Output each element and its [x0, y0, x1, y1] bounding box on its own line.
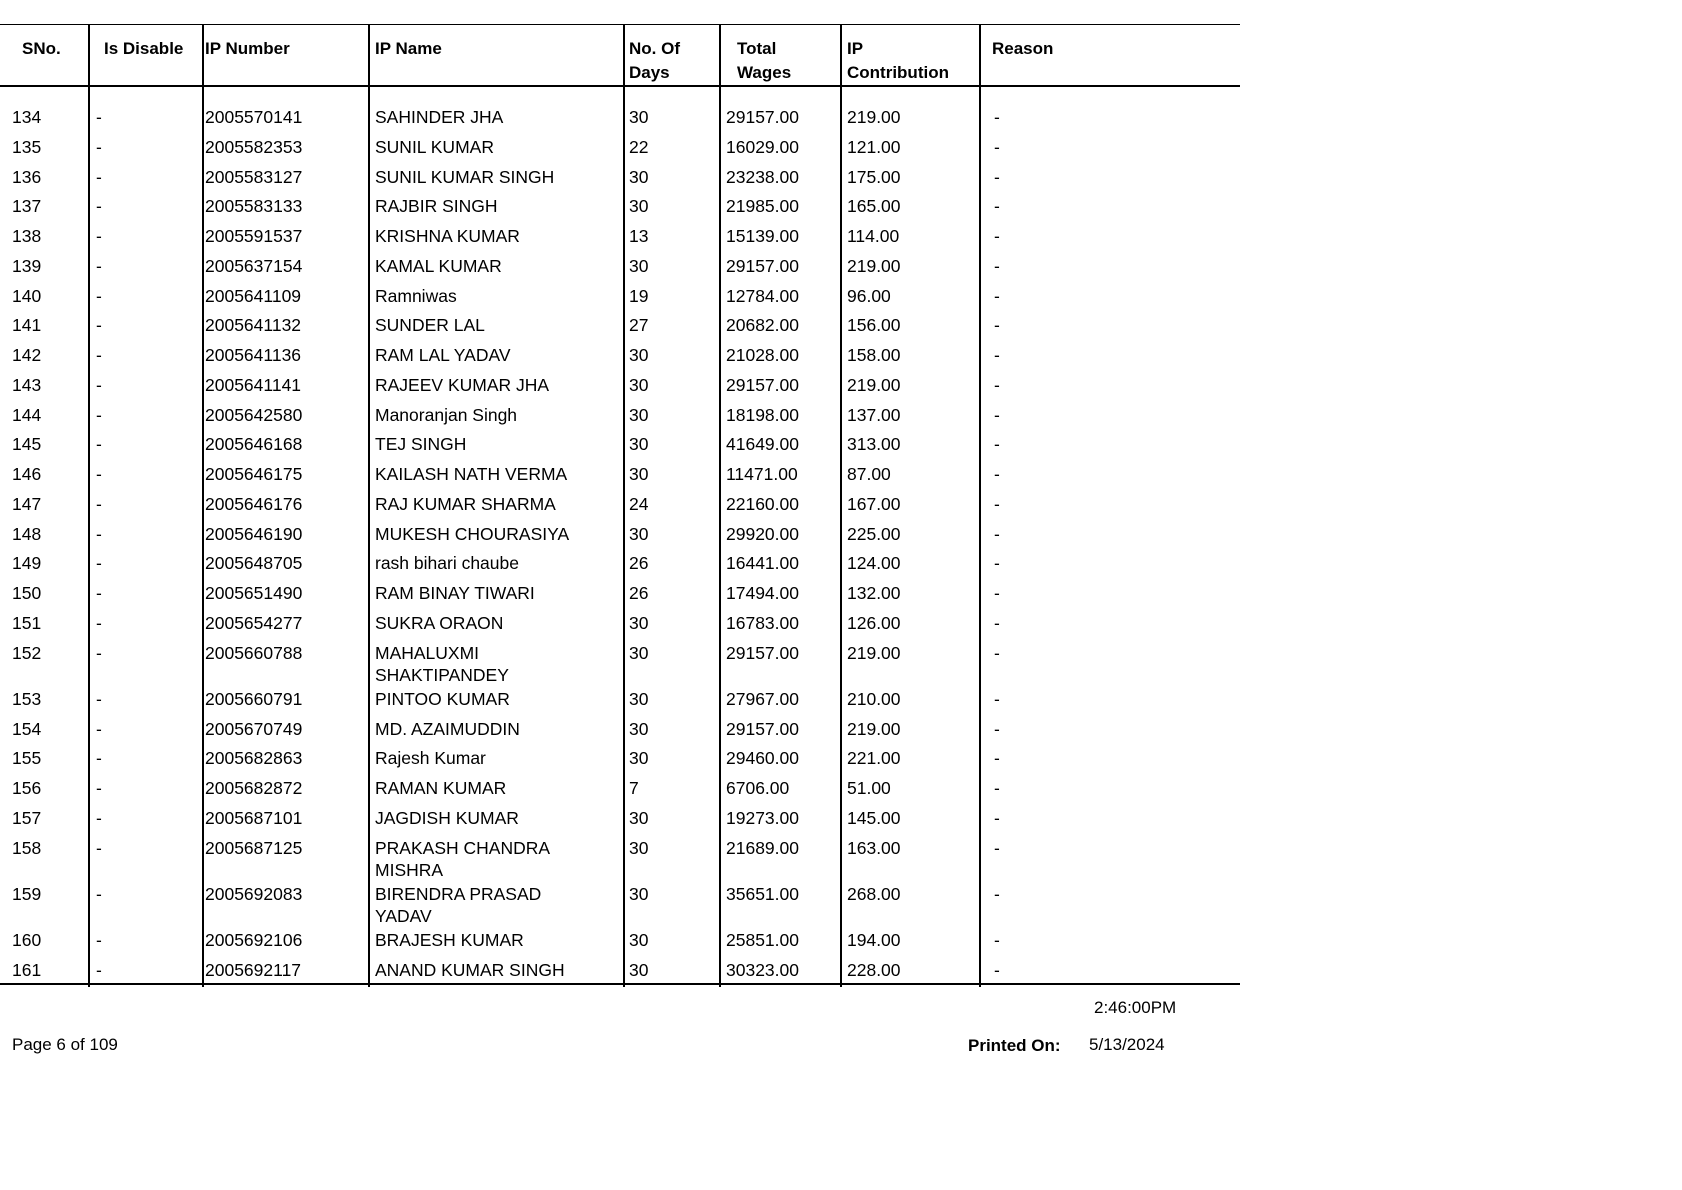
header-ip-contribution-line2: Contribution	[847, 63, 949, 82]
cell-sno: 153	[12, 688, 42, 709]
cell-ip-contribution: 228.00	[847, 959, 901, 980]
cell-ip-number: 2005641141	[205, 374, 302, 395]
cell-reason: -	[994, 315, 1000, 336]
cell-total-wages: 35651.00	[726, 883, 799, 904]
cell-ip-number: 2005641136	[205, 345, 302, 365]
cell-no-of-days: 30	[629, 464, 649, 484]
cell-no-of-days: 30	[629, 883, 649, 904]
cell-no-of-days: 30	[629, 642, 649, 663]
cell-ip-number: 2005692117	[205, 959, 302, 980]
cell-total-wages: 29157.00	[726, 718, 799, 739]
cell-reason: -	[994, 493, 1000, 514]
cell-ip-number: 2005582353	[205, 136, 303, 157]
cell-is-disable: -	[96, 583, 102, 603]
cell-is-disable: -	[96, 688, 102, 709]
cell-sno: 141	[12, 315, 42, 336]
cell-ip-number: 2005646175	[205, 464, 303, 484]
page-number: Page 6 of 109	[12, 1035, 118, 1054]
cell-no-of-days: 30	[629, 688, 649, 709]
cell-total-wages: 18198.00	[726, 404, 799, 425]
cell-ip-contribution: 126.00	[847, 612, 901, 633]
cell-is-disable: -	[96, 345, 102, 365]
cell-reason: -	[994, 778, 1000, 798]
cell-reason: -	[994, 553, 1000, 574]
cell-reason: -	[994, 136, 1000, 157]
cell-is-disable: -	[96, 434, 102, 455]
table-top-rule	[0, 24, 1240, 25]
cell-ip-number: 2005687125	[205, 837, 303, 858]
cell-sno: 142	[12, 345, 42, 365]
cell-ip-contribution: 96.00	[847, 285, 891, 306]
printed-on-label: Printed On:	[968, 1036, 1061, 1055]
cell-no-of-days: 30	[629, 523, 649, 544]
cell-no-of-days: 30	[629, 837, 649, 858]
cell-sno: 159	[12, 883, 42, 904]
cell-ip-contribution: 137.00	[847, 404, 901, 425]
cell-ip-name: JAGDISH KUMAR	[375, 807, 519, 828]
cell-reason: -	[994, 959, 1000, 980]
column-divider	[979, 24, 981, 987]
cell-total-wages: 29460.00	[726, 748, 799, 769]
cell-no-of-days: 26	[629, 553, 649, 574]
header-no-of-days: No. Of	[629, 39, 680, 58]
header-is-disable: Is Disable	[104, 39, 184, 58]
cell-ip-contribution: 145.00	[847, 807, 901, 828]
cell-reason: -	[994, 404, 1000, 425]
cell-no-of-days: 26	[629, 583, 649, 603]
cell-reason: -	[994, 748, 1000, 769]
header-ip-name: IP Name	[375, 39, 442, 58]
cell-ip-number: 2005583127	[205, 166, 303, 187]
cell-total-wages: 11471.00	[726, 464, 798, 484]
cell-is-disable: -	[96, 374, 102, 395]
cell-is-disable: -	[96, 404, 102, 425]
cell-ip-number: 2005654277	[205, 612, 303, 633]
cell-ip-name: TEJ SINGH	[375, 434, 467, 455]
cell-reason: -	[994, 255, 1000, 276]
cell-total-wages: 17494.00	[726, 583, 799, 603]
cell-reason: -	[994, 612, 1000, 633]
cell-sno: 134	[12, 107, 42, 127]
cell-ip-contribution: 156.00	[847, 315, 901, 336]
cell-ip-number: 2005692106	[205, 930, 303, 950]
cell-is-disable: -	[96, 315, 102, 336]
cell-reason: -	[994, 930, 1000, 950]
cell-is-disable: -	[96, 464, 102, 484]
cell-ip-name: RAM BINAY TIWARI	[375, 583, 535, 603]
cell-ip-name: SAHINDER JHA	[375, 107, 504, 127]
cell-is-disable: -	[96, 166, 102, 187]
table-bottom-rule	[0, 983, 1240, 985]
cell-ip-contribution: 219.00	[847, 255, 901, 276]
cell-ip-contribution: 268.00	[847, 883, 901, 904]
cell-sno: 139	[12, 255, 42, 276]
cell-ip-name: rash bihari chaube	[375, 553, 519, 574]
cell-reason: -	[994, 523, 1000, 544]
cell-no-of-days: 30	[629, 255, 649, 276]
cell-reason: -	[994, 196, 1000, 217]
cell-is-disable: -	[96, 523, 102, 544]
cell-ip-contribution: 194.00	[847, 930, 901, 950]
cell-reason: -	[994, 583, 1000, 603]
cell-ip-name: RAJBIR SINGH	[375, 196, 498, 217]
cell-ip-contribution: 219.00	[847, 642, 901, 663]
cell-sno: 160	[12, 930, 42, 950]
cell-total-wages: 21689.00	[726, 837, 799, 858]
cell-ip-name: PRAKASH CHANDRA MISHRA	[375, 837, 550, 880]
cell-ip-name: BIRENDRA PRASAD YADAV	[375, 883, 542, 926]
cell-no-of-days: 30	[629, 748, 649, 769]
cell-no-of-days: 24	[629, 493, 649, 514]
header-reason: Reason	[992, 39, 1054, 58]
cell-ip-number: 2005692083	[205, 883, 303, 904]
cell-ip-name: Manoranjan Singh	[375, 404, 518, 425]
cell-is-disable: -	[96, 930, 102, 950]
cell-sno: 137	[12, 196, 42, 217]
column-divider	[88, 24, 90, 987]
column-divider	[719, 24, 721, 987]
cell-is-disable: -	[96, 778, 102, 798]
cell-no-of-days: 7	[629, 778, 639, 798]
cell-sno: 140	[12, 285, 42, 306]
cell-ip-name: KRISHNA KUMAR	[375, 226, 520, 246]
cell-reason: -	[994, 107, 1000, 127]
cell-is-disable: -	[96, 748, 102, 769]
cell-reason: -	[994, 285, 1000, 306]
cell-sno: 148	[12, 523, 42, 544]
cell-ip-number: 2005641132	[205, 315, 302, 336]
cell-is-disable: -	[96, 255, 102, 276]
cell-ip-name: RAM LAL YADAV	[375, 345, 511, 365]
printed-time: 2:46:00PM	[1094, 998, 1177, 1017]
cell-ip-number: 2005682872	[205, 778, 303, 798]
cell-total-wages: 29157.00	[726, 374, 799, 395]
cell-total-wages: 29920.00	[726, 523, 799, 544]
cell-ip-contribution: 210.00	[847, 688, 901, 709]
cell-sno: 157	[12, 807, 42, 828]
cell-total-wages: 20682.00	[726, 315, 799, 336]
cell-sno: 147	[12, 493, 42, 514]
cell-ip-contribution: 158.00	[847, 345, 901, 365]
cell-total-wages: 23238.00	[726, 166, 799, 187]
cell-ip-name: MD. AZAIMUDDIN	[375, 718, 520, 739]
cell-is-disable: -	[96, 807, 102, 828]
header-ip-contribution: IP	[847, 39, 864, 58]
cell-sno: 138	[12, 226, 42, 246]
cell-ip-number: 2005660788	[205, 642, 303, 663]
cell-ip-contribution: 124.00	[847, 553, 901, 574]
cell-ip-contribution: 51.00	[847, 778, 891, 798]
cell-is-disable: -	[96, 107, 102, 127]
cell-ip-name: RAJEEV KUMAR JHA	[375, 374, 550, 395]
cell-ip-name: RAJ KUMAR SHARMA	[375, 493, 556, 514]
cell-sno: 143	[12, 374, 42, 395]
cell-ip-number: 2005591537	[205, 226, 303, 246]
cell-sno: 145	[12, 434, 42, 455]
cell-total-wages: 6706.00	[726, 778, 790, 798]
cell-reason: -	[994, 837, 1000, 858]
cell-is-disable: -	[96, 226, 102, 246]
cell-ip-number: 2005660791	[205, 688, 303, 709]
cell-ip-name: RAMAN KUMAR	[375, 778, 507, 798]
cell-no-of-days: 30	[629, 718, 649, 739]
cell-no-of-days: 30	[629, 930, 649, 950]
cell-no-of-days: 27	[629, 315, 649, 336]
cell-ip-number: 2005583133	[205, 196, 303, 217]
cell-ip-name: SUNIL KUMAR SINGH	[375, 166, 555, 187]
cell-ip-contribution: 221.00	[847, 748, 901, 769]
cell-total-wages: 19273.00	[726, 807, 799, 828]
cell-reason: -	[994, 345, 1000, 365]
cell-reason: -	[994, 434, 1000, 455]
cell-no-of-days: 22	[629, 136, 649, 157]
cell-ip-number: 2005646190	[205, 523, 303, 544]
cell-reason: -	[994, 166, 1000, 187]
cell-sno: 156	[12, 778, 42, 798]
cell-reason: -	[994, 883, 1000, 904]
cell-ip-number: 2005646176	[205, 493, 303, 514]
cell-no-of-days: 13	[629, 226, 649, 246]
cell-total-wages: 22160.00	[726, 493, 799, 514]
header-total-wages: Total	[737, 39, 777, 58]
cell-ip-contribution: 219.00	[847, 718, 901, 739]
header-no-of-days-line2: Days	[629, 63, 670, 82]
cell-ip-number: 2005637154	[205, 255, 303, 276]
cell-is-disable: -	[96, 959, 102, 980]
cell-no-of-days: 30	[629, 166, 649, 187]
cell-ip-number: 2005687101	[205, 807, 303, 828]
cell-total-wages: 27967.00	[726, 688, 799, 709]
cell-ip-name: KAILASH NATH VERMA	[375, 464, 568, 484]
header-total-wages-line2: Wages	[737, 63, 792, 82]
cell-ip-name: Ramniwas	[375, 285, 457, 306]
cell-no-of-days: 30	[629, 959, 649, 980]
cell-sno: 158	[12, 837, 42, 858]
cell-reason: -	[994, 642, 1000, 663]
cell-total-wages: 29157.00	[726, 255, 799, 276]
cell-is-disable: -	[96, 136, 102, 157]
cell-sno: 135	[12, 136, 42, 157]
cell-ip-contribution: 165.00	[847, 196, 901, 217]
cell-ip-number: 2005682863	[205, 748, 303, 769]
header-sno: SNo.	[22, 39, 61, 58]
header-bottom-rule	[0, 85, 1240, 87]
cell-is-disable: -	[96, 493, 102, 514]
cell-ip-name: ANAND KUMAR SINGH	[375, 959, 565, 980]
cell-total-wages: 15139.00	[726, 226, 799, 246]
cell-is-disable: -	[96, 612, 102, 633]
cell-total-wages: 16441.00	[726, 553, 799, 574]
cell-sno: 146	[12, 464, 42, 484]
cell-ip-name: SUNDER LAL	[375, 315, 485, 336]
cell-ip-contribution: 219.00	[847, 107, 901, 127]
cell-sno: 149	[12, 553, 42, 574]
cell-sno: 150	[12, 583, 42, 603]
cell-ip-number: 2005646168	[205, 434, 303, 455]
cell-sno: 136	[12, 166, 42, 187]
cell-ip-name: SUKRA ORAON	[375, 612, 504, 633]
cell-reason: -	[994, 718, 1000, 739]
cell-sno: 155	[12, 748, 42, 769]
cell-ip-contribution: 87.00	[847, 464, 891, 484]
cell-ip-name: MUKESH CHOURASIYA	[375, 523, 570, 544]
cell-total-wages: 41649.00	[726, 434, 799, 455]
cell-total-wages: 29157.00	[726, 642, 799, 663]
cell-no-of-days: 19	[629, 285, 649, 306]
cell-ip-contribution: 121.00	[847, 136, 901, 157]
cell-reason: -	[994, 688, 1000, 709]
cell-reason: -	[994, 374, 1000, 395]
cell-ip-name: BRAJESH KUMAR	[375, 930, 524, 950]
cell-is-disable: -	[96, 285, 102, 306]
cell-is-disable: -	[96, 718, 102, 739]
cell-total-wages: 12784.00	[726, 285, 799, 306]
cell-is-disable: -	[96, 196, 102, 217]
column-divider	[840, 24, 842, 987]
cell-total-wages: 21985.00	[726, 196, 799, 217]
cell-ip-name: KAMAL KUMAR	[375, 255, 502, 276]
cell-is-disable: -	[96, 642, 102, 663]
cell-total-wages: 16783.00	[726, 612, 799, 633]
cell-no-of-days: 30	[629, 807, 649, 828]
cell-ip-number: 2005641109	[205, 285, 302, 306]
cell-total-wages: 29157.00	[726, 107, 799, 127]
cell-sno: 161	[12, 959, 42, 980]
cell-total-wages: 30323.00	[726, 959, 799, 980]
cell-ip-name: Rajesh Kumar	[375, 748, 486, 769]
cell-is-disable: -	[96, 553, 102, 574]
cell-ip-contribution: 225.00	[847, 523, 901, 544]
cell-is-disable: -	[96, 837, 102, 858]
cell-total-wages: 25851.00	[726, 930, 799, 950]
cell-sno: 151	[12, 612, 42, 633]
cell-reason: -	[994, 464, 1000, 484]
cell-ip-contribution: 114.00	[847, 226, 900, 246]
cell-ip-number: 2005648705	[205, 553, 303, 574]
cell-no-of-days: 30	[629, 107, 649, 127]
cell-sno: 144	[12, 404, 42, 425]
cell-ip-number: 2005642580	[205, 404, 303, 425]
cell-ip-contribution: 167.00	[847, 493, 901, 514]
cell-total-wages: 16029.00	[726, 136, 799, 157]
cell-no-of-days: 30	[629, 434, 649, 455]
cell-ip-number: 2005670749	[205, 718, 303, 739]
printed-date: 5/13/2024	[1089, 1035, 1165, 1054]
column-divider	[368, 24, 370, 987]
cell-ip-contribution: 163.00	[847, 837, 901, 858]
cell-total-wages: 21028.00	[726, 345, 799, 365]
column-divider	[202, 24, 204, 987]
cell-ip-number: 2005570141	[205, 107, 303, 127]
column-divider	[623, 24, 625, 987]
cell-reason: -	[994, 807, 1000, 828]
cell-ip-contribution: 132.00	[847, 583, 901, 603]
cell-ip-name: SUNIL KUMAR	[375, 136, 494, 157]
cell-ip-number: 2005651490	[205, 583, 303, 603]
cell-no-of-days: 30	[629, 345, 649, 365]
cell-ip-contribution: 175.00	[847, 166, 901, 187]
cell-is-disable: -	[96, 883, 102, 904]
cell-ip-name: PINTOO KUMAR	[375, 688, 510, 709]
cell-ip-contribution: 219.00	[847, 374, 901, 395]
cell-ip-name: MAHALUXMI SHAKTIPANDEY	[375, 642, 509, 685]
cell-no-of-days: 30	[629, 612, 649, 633]
cell-sno: 152	[12, 642, 42, 663]
header-ip-number: IP Number	[205, 39, 290, 58]
cell-sno: 154	[12, 718, 42, 739]
cell-no-of-days: 30	[629, 404, 649, 425]
cell-reason: -	[994, 226, 1000, 246]
cell-no-of-days: 30	[629, 374, 649, 395]
cell-no-of-days: 30	[629, 196, 649, 217]
cell-ip-contribution: 313.00	[847, 434, 901, 455]
